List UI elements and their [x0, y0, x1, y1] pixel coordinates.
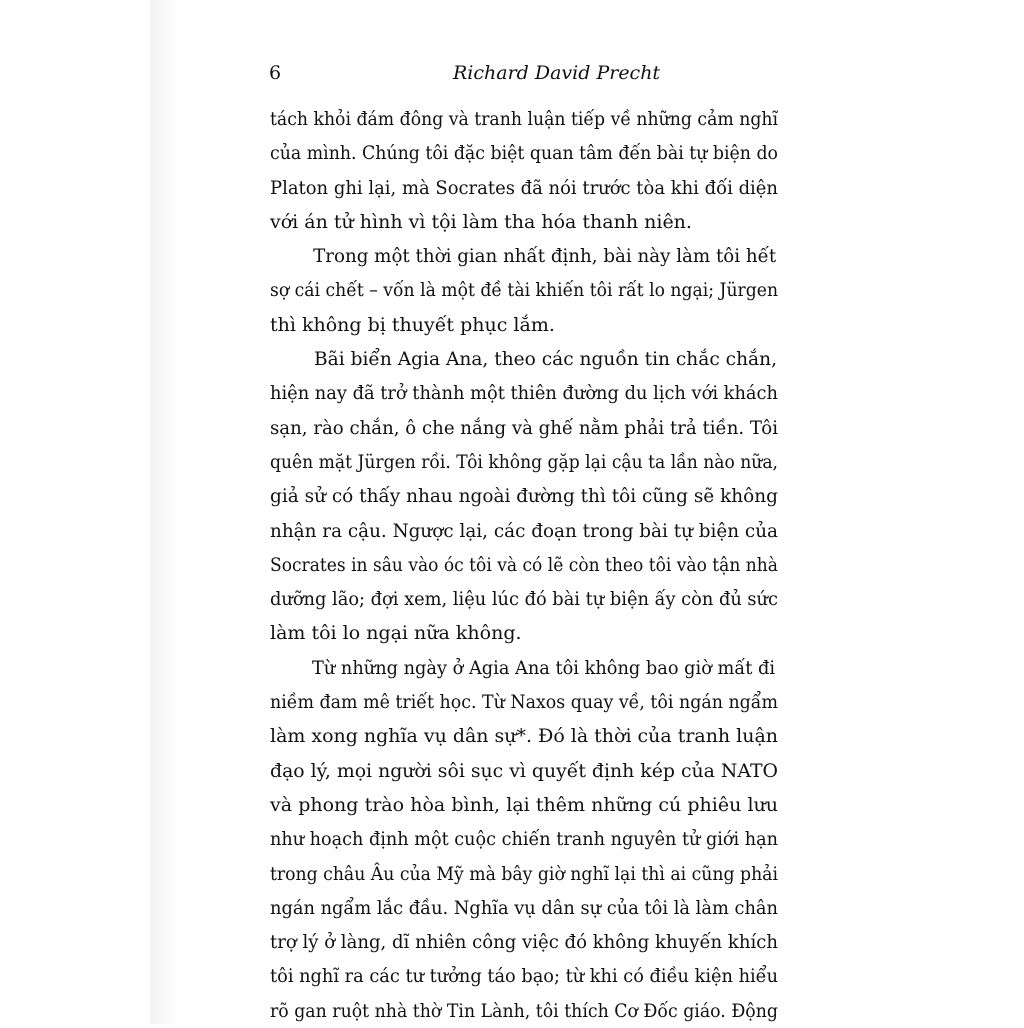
text-line: làm tôi lo ngại nữa không. — [270, 622, 522, 645]
page-header — [180, 62, 1024, 92]
text-line: và phong trào hòa bình, lại thêm những cú phiêu lưu — [270, 793, 779, 816]
text-line: rõ gan ruột nhà thờ Tin Lành, tôi thích Cơ Đốc giáo. Động — [270, 999, 778, 1022]
text-line: giả sử có thấy nhau ngoài đường thì tôi cũng sẽ không — [270, 485, 779, 508]
text-line: sạn, rào chắn, ô che nắng và ghế nằm phải trả tiền. Tôi — [270, 416, 779, 439]
text-line: của mình. Chúng tôi đặc biệt quan tâm đến bài tự biện do — [270, 142, 779, 165]
text-line: tôi nghĩ ra các tư tưởng táo bạo; từ khi có điều kiện hiểu — [270, 965, 779, 988]
paragraph-3 — [270, 342, 778, 651]
paragraph-1 — [270, 102, 778, 239]
text-line: thì không bị thuyết phục lắm. — [270, 313, 555, 336]
text-line: trong châu Âu của Mỹ mà bây giờ nghĩ lại thì ai cũng phải — [270, 862, 778, 885]
text-line: đạo lý, mọi người sôi sục vì quyết định kép của NATO — [270, 759, 778, 782]
text-line: làm xong nghĩa vụ dân sự*. Đó là thời của tranh luận — [270, 725, 778, 748]
text-line: sợ cái chết – vốn là một đề tài khiến tôi rất lo ngại; Jürgen — [270, 279, 779, 302]
text-line: với án tử hình vì tội làm tha hóa thanh niên. — [270, 210, 692, 233]
paragraph-4 — [270, 651, 778, 1028]
text-line: Platon ghi lại, mà Socrates đã nói trước tòa khi đối diện — [270, 176, 779, 199]
text-line: Bãi biển Agia Ana, theo các nguồn tin chắc chắn, — [314, 348, 777, 371]
text-line: trợ lý ở làng, dĩ nhiên công việc đó không khuyến khích — [270, 931, 778, 954]
paragraph-2 — [270, 239, 778, 342]
text-line: như hoạch định một cuộc chiến tranh nguyên tử giới hạn — [270, 828, 779, 851]
running-head-author: Richard David Precht — [453, 62, 661, 84]
text-line: niềm đam mê triết học. Từ Naxos quay về, tôi ngán ngẩm — [270, 691, 778, 714]
text-line: Socrates in sâu vào óc tôi và có lẽ còn theo tôi vào tận nhà — [270, 553, 778, 576]
book-page — [180, 0, 1024, 1024]
text-line: nhận ra cậu. Ngược lại, các đoạn trong bài tự biện của — [270, 519, 779, 542]
text-line: Trong một thời gian nhất định, bài này làm tôi hết — [313, 245, 777, 268]
text-line: hiện nay đã trở thành một thiên đường du lịch với khách — [270, 382, 778, 405]
text-line: ngán ngẩm lắc đầu. Nghĩa vụ dân sự của tôi là làm chân — [270, 896, 778, 919]
page-gutter-shadow — [150, 0, 180, 1024]
text-line: quên mặt Jürgen rồi. Tôi không gặp lại cậu ta lần nào nữa, — [270, 450, 779, 473]
text-line: tách khỏi đám đông và tranh luận tiếp về những cảm nghĩ — [270, 108, 779, 130]
text-line: Từ những ngày ở Agia Ana tôi không bao giờ mất đi — [312, 656, 776, 679]
page-number: 6 — [269, 62, 282, 84]
text-line: dưỡng lão; đợi xem, liệu lúc đó bài tự biện ấy còn đủ sức — [270, 588, 778, 611]
body-text — [270, 102, 778, 1028]
